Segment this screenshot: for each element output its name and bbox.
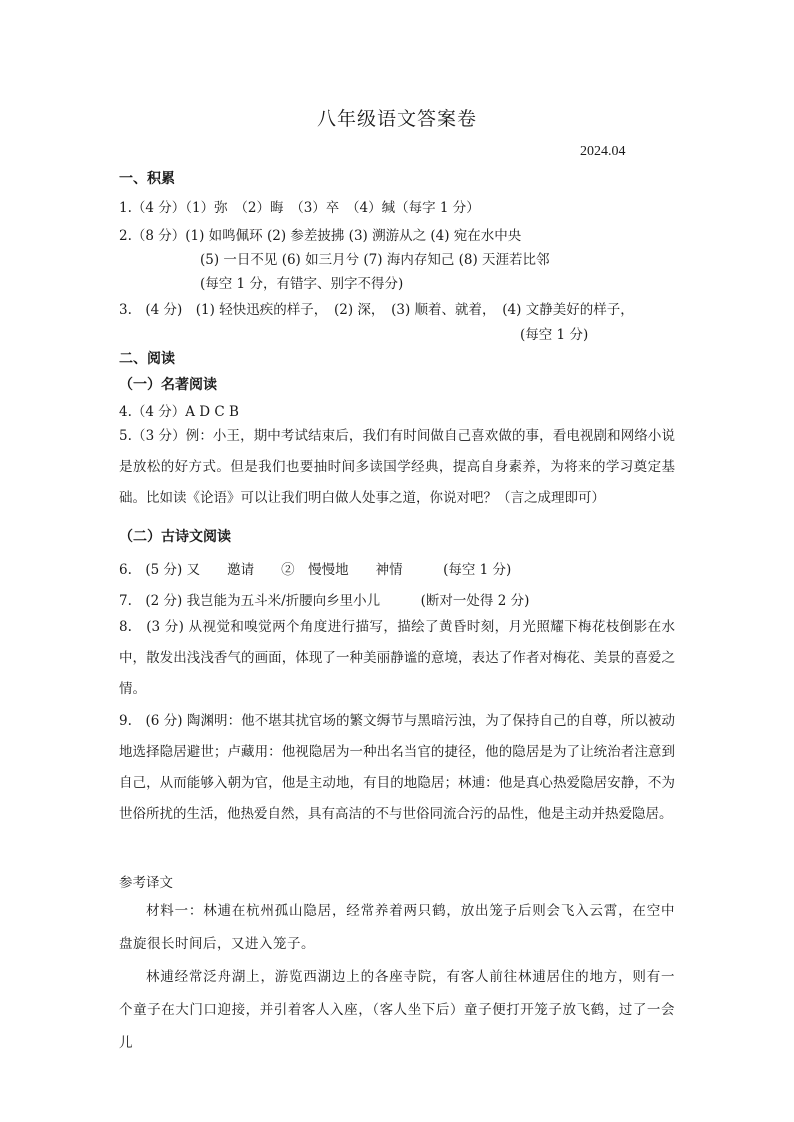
answer-q3-line1: 3. (4 分) (1) 轻快迅疾的样子， (2) 深， (3) 顺着、就着， (4) 文静美好的样子，	[119, 302, 634, 318]
section-heading-reading: 二、阅读	[119, 351, 175, 367]
answer-q2-line1: 2.（8 分）(1) 如鸣佩环 (2) 参差披拂 (3) 溯游从之 (4) 宛在水中央	[119, 228, 522, 244]
answer-q1: 1.（4 分）（1）弥 （2）晦 （3）卒 （4）缄（每字 1 分）	[119, 200, 480, 216]
section-heading-accumulation: 一、积累	[119, 171, 175, 187]
answer-q4: 4.（4 分）A D C B	[119, 404, 239, 420]
exam-date: 2024.04	[580, 144, 626, 159]
answer-q8: 8. (3 分) 从视觉和嗅觉两个角度进行描写，描绘了黄昏时刻，月光照耀下梅花枝倒影在水中，散发出浅浅香气的画面，体现了一种美丽静谧的意境，表达了作者对梅花、美景的喜爱之情。	[119, 619, 675, 697]
page-title: 八年级语文答案卷	[316, 108, 477, 130]
subsection-heading-classics: （一）名著阅读	[119, 377, 217, 393]
reference-translation-para1: 材料一：林逋在杭州孤山隐居，经常养着两只鹤，放出笼子后则会飞入云霄，在空中盘旋很长时间后，又进入笼子。	[119, 903, 675, 952]
answer-q5: 5.（3 分）例：小王，期中考试结束后，我们有时间做自己喜欢做的事，看电视剧和网络小说是放松的好方式。但是我们也要抽时间多读国学经典，提高自身素养，为将来的学习奠定基础。比如读《论语》可以让我们明白做人处事之道，你说对吧？（言之成理即可）	[119, 428, 675, 506]
answer-q6: 6. (5 分) 又 邀请 ② 慢慢地 神情 (每空 1 分)	[119, 562, 512, 578]
answer-q7: 7. (2 分) 我岂能为五斗米/折腰向乡里小儿 (断对一处得 2 分)	[119, 593, 530, 609]
answer-q2-note: (每空 1 分，有错字、别字不得分)	[200, 276, 404, 292]
answer-q3-note: (每空 1 分)	[520, 327, 589, 343]
reference-translation-para2: 林逋经常泛舟湖上，游览西湖边上的各座寺院，有客人前往林逋居住的地方，则有一个童子在大门口迎接，并引着客人入座，（客人坐下后）童子便打开笼子放飞鹤，过了一会儿	[119, 969, 675, 1051]
answer-q2-line2: (5) 一日不见 (6) 如三月兮 (7) 海内存知己 (8) 天涯若比邻	[200, 252, 550, 268]
answer-q9: 9. (6 分) 陶渊明：他不堪其扰官场的繁文缛节与黑暗污浊，为了保持自己的自尊，所以被动地选择隐居避世；卢藏用：他视隐居为一种出名当官的捷径，他的隐居是为了让统治者注意到自己，从而能够入朝为官，他是主动地，有目的地隐居；林逋：他是真心热爱隐居安静，不为世俗所扰的生活，他热爱自然，具有高洁的不与世俗同流合污的品性，他是主动并热爱隐居。	[119, 713, 675, 822]
reference-translation-heading: 参考译文	[119, 875, 173, 891]
subsection-heading-ancient-poetry: （二）古诗文阅读	[119, 529, 231, 545]
